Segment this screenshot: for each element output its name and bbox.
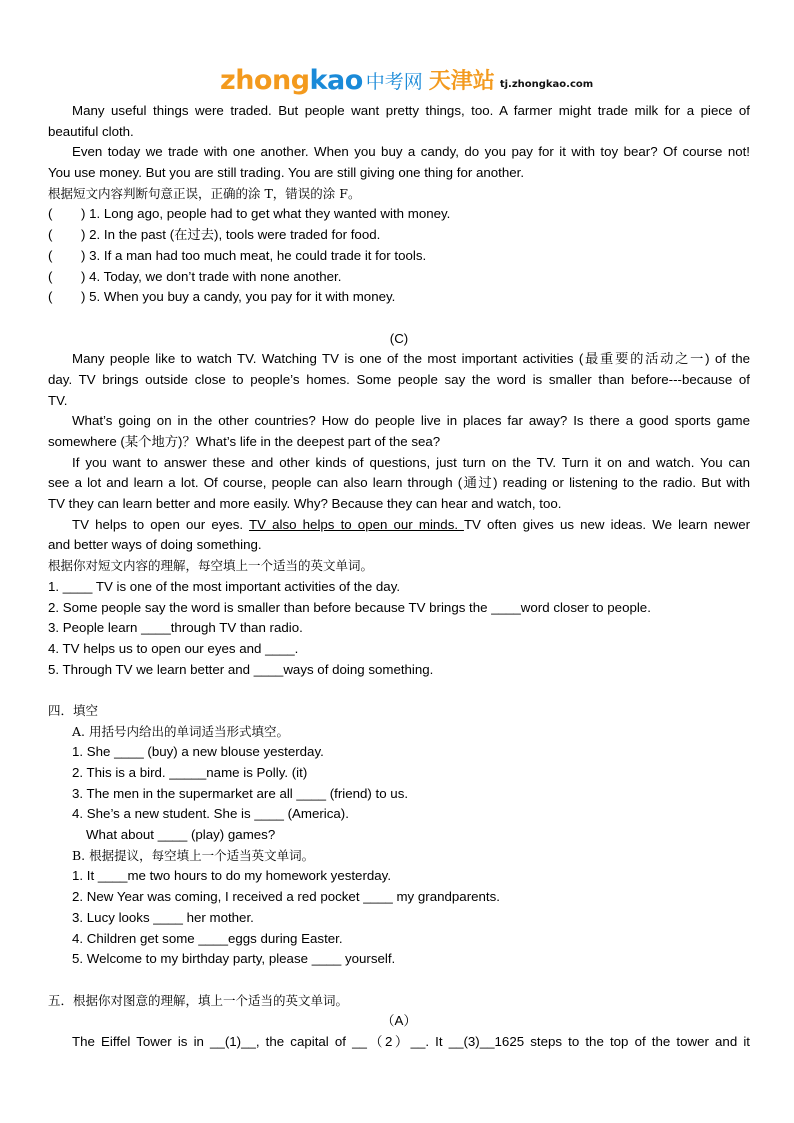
passage-c-paragraph-3-cont: see a lot and learn a lot. Of course, people can also learn through (通过) reading or listening to the radio. But with: [48, 475, 750, 491]
tf-question: ( ) 1. Long ago, people had to get what they wanted with money.: [48, 204, 750, 225]
passage-c-paragraph-1-end: TV.: [48, 392, 68, 408]
underlined-sentence: TV also helps to open our minds.: [249, 516, 464, 532]
section-4-title: 四．填空: [48, 702, 99, 718]
fill-item: 4. She’s a new student. She is ____ (America).: [72, 806, 349, 822]
passage-c-paragraph-3-end: TV they can learn better and more easily. Why? Because they can hear and watch, too.: [48, 496, 562, 512]
section-5-label: （A）: [381, 1013, 417, 1029]
fill-question: 5. Through TV we learn better and ____ways of doing something.: [48, 661, 434, 677]
passage-b-paragraph-2-cont: You use money. But you are still trading. You are still giving one thing for another.: [48, 165, 525, 181]
logo-url: tj.zhongkao.com: [499, 79, 594, 90]
fill-item: 2. This is a bird. _____name is Polly. (it): [72, 765, 308, 780]
logo-city: 天津站: [428, 69, 495, 94]
fill-item: 3. The men in the supermarket are all ____ (friend) to us.: [72, 785, 409, 801]
section-4a-instruction: A. 用括号内给出的单词适当形式填空。: [72, 723, 289, 739]
tf-question: ( ) 5. When you buy a candy, you pay for it with money.: [48, 287, 750, 308]
passage-c-paragraph-1-cont: day. TV brings outside close to people’s homes. Some people say the word is smaller than before---because of: [48, 371, 750, 387]
tf-question: ( ) 2. In the past (在过去), tools were traded for food.: [48, 225, 750, 246]
fill-item: 3. Lucy looks ____ her mother.: [72, 909, 254, 925]
fill-question: 4. TV helps us to open our eyes and ____.: [48, 640, 299, 656]
passage-c-paragraph-2: What’s going on in the other countries? How do people live in places far away? Is there a good sports game: [72, 413, 750, 429]
answer-paren[interactable]: (: [48, 227, 53, 243]
logo-wordmark: zhongkao: [220, 65, 363, 96]
passage-b-paragraph-1-cont: beautiful cloth.: [48, 123, 134, 139]
passage-b-paragraph-1: Many useful things were traded. But people want pretty things, too. A farmer might trade milk for a piece of: [72, 103, 750, 118]
fill-item: 4. Children get some ____eggs during Easter.: [72, 930, 343, 946]
answer-paren[interactable]: (: [48, 206, 53, 222]
fill-question: 3. People learn ____through TV than radio.: [48, 620, 303, 636]
passage-c-paragraph-4: TV helps to open our eyes. TV also helps to open our minds. TV often gives us new ideas. We learn newer: [72, 516, 750, 532]
section-5-title: 五．根据你对图意的理解，填上一个适当的英文单词。: [48, 992, 349, 1008]
fill-item: 2. New Year was coming, I received a red pocket ____ my grandparents.: [72, 889, 500, 905]
document-body: [48, 101, 750, 1053]
logo-cn-name: 中考网: [365, 71, 423, 93]
section-5-text: The Eiffel Tower is in __(1)__, the capital of __（2）__. It __(3)__1625 steps to the top of the tower and it: [72, 1033, 750, 1049]
fill-item: 5. Welcome to my birthday party, please ____ yourself.: [72, 951, 396, 967]
fill-item: 1. She ____ (buy) a new blouse yesterday.: [72, 744, 324, 760]
passage-b-paragraph-2: Even today we trade with one another. When you buy a candy, do you pay for it with toy bear? Of course not!: [72, 144, 750, 160]
fill-question: 1. ____ TV is one of the most important activities of the day.: [48, 578, 401, 594]
passage-c-label: (C): [389, 330, 409, 346]
passage-b-instruction: 根据短文内容判断句意正误，正确的涂 T，错误的涂 F。: [48, 185, 361, 201]
site-logo: [220, 60, 593, 96]
answer-paren[interactable]: (: [48, 247, 53, 263]
passage-c-instruction: 根据你对短文内容的理解，每空填上一个适当的英文单词。: [48, 558, 374, 574]
passage-c-paragraph-4-cont: and better ways of doing something.: [48, 537, 262, 553]
fill-item: What about ____ (play) games?: [86, 827, 276, 843]
tf-question: ( ) 3. If a man had too much meat, he could trade it for tools.: [48, 246, 750, 267]
passage-c-paragraph-3: If you want to answer these and other kinds of questions, just turn on the TV. Turn it on and watch. You can: [72, 454, 750, 470]
answer-paren[interactable]: (: [48, 268, 53, 284]
passage-c-paragraph-1: Many people like to watch TV. Watching TV is one of the most important activities (最重要的活动之一) of the: [72, 351, 750, 367]
section-4b-instruction: B. 根据提议，每空填上一个适当英文单词。: [72, 847, 315, 863]
answer-paren[interactable]: (: [48, 289, 53, 305]
tf-question: ( ) 4. Today, we don’t trade with none another.: [48, 267, 750, 288]
fill-item: 1. It ____me two hours to do my homework yesterday.: [72, 868, 392, 884]
fill-question: 2. Some people say the word is smaller than before because TV brings the ____word closer to people.: [48, 599, 651, 615]
passage-c-paragraph-2-cont: somewhere (某个地方)？What’s life in the deepest part of the sea?: [48, 434, 441, 449]
